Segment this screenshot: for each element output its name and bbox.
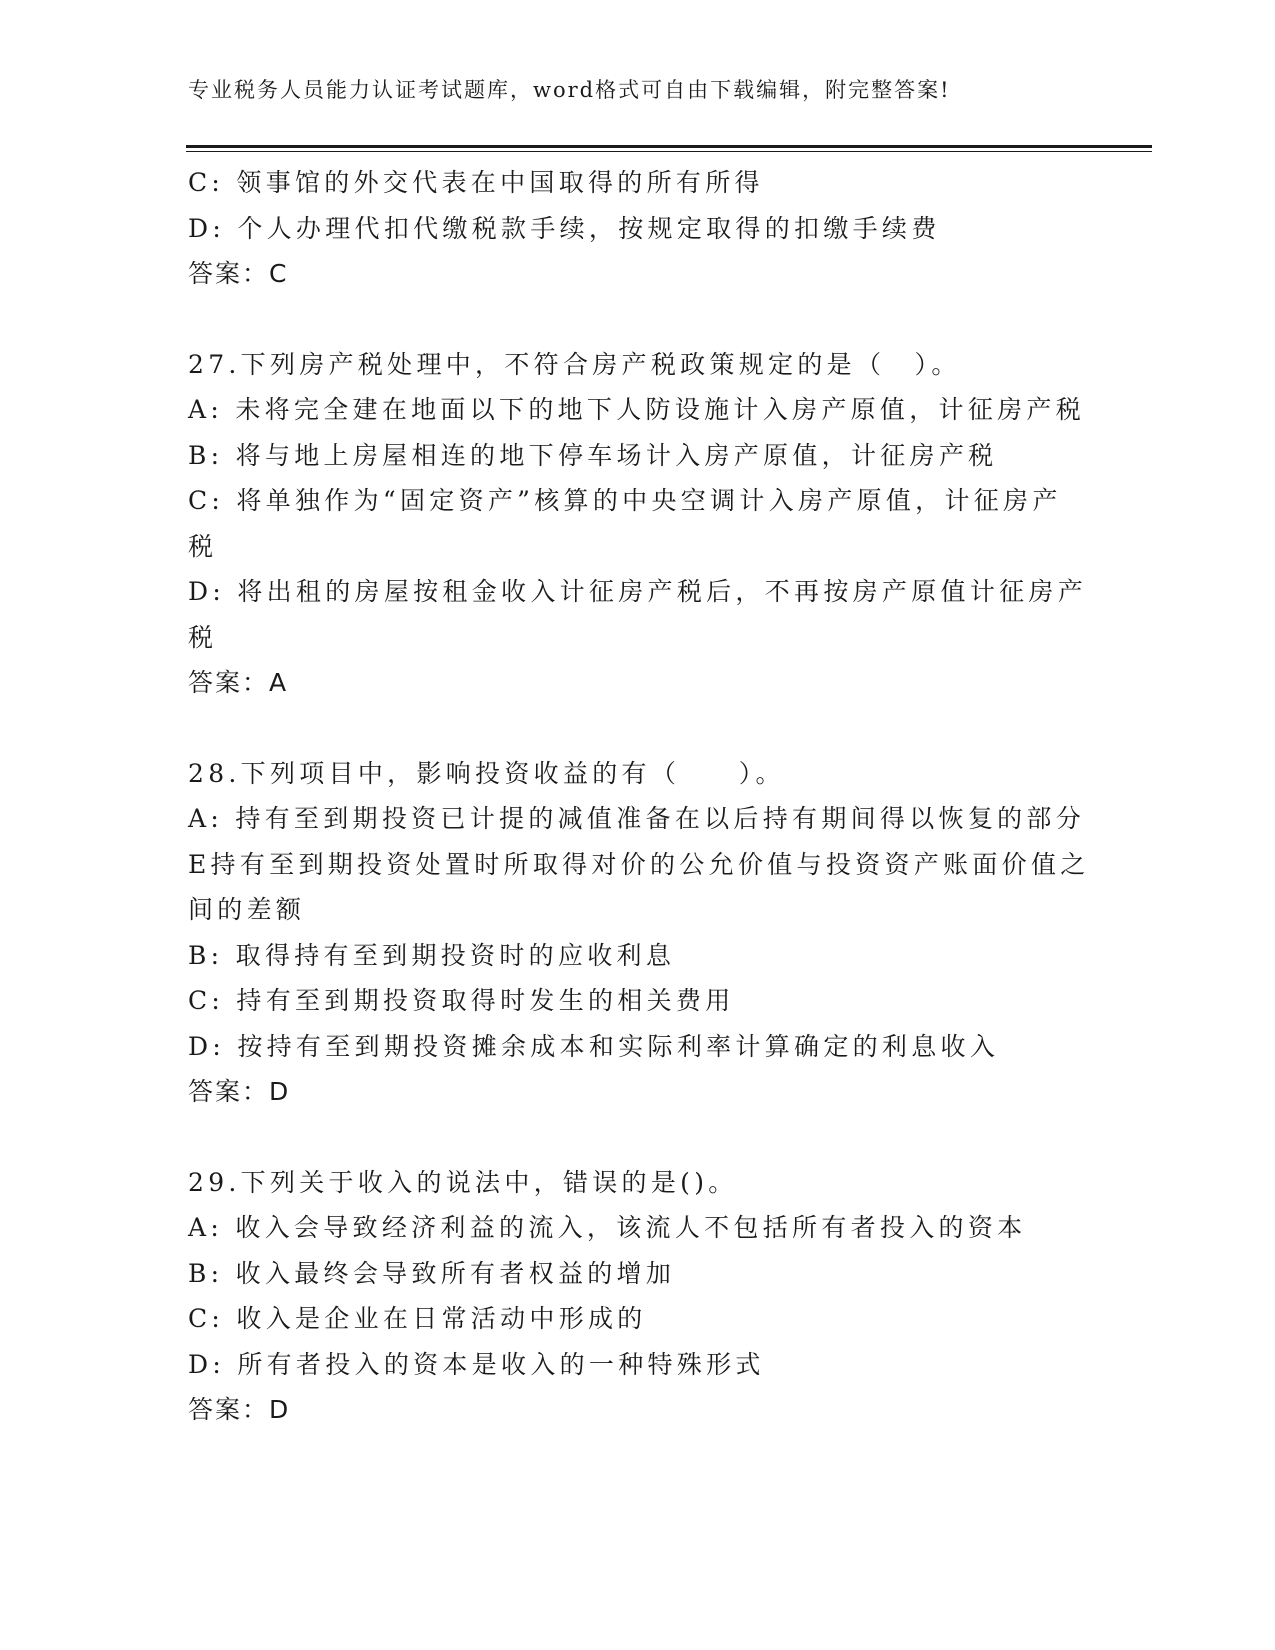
option-e-wrap: 间的差额 [188,895,306,924]
option-d-wrap: 税 [188,622,218,652]
option-c: C: 收入是企业在日常活动中形成的 [188,1304,647,1333]
option-c: C: 将单独作为“固定资产”核算的中央空调计入房产原值，计征房产 [188,486,1062,515]
question-27 [188,342,1088,706]
option-d: D: 所有者投入的资本是收入的一种特殊形式 [188,1349,765,1379]
option-c: C: 持有至到期投资取得时发生的相关费用 [188,986,735,1015]
answer-line: 答案：D [188,1077,291,1106]
option-d: D: 将出租的房屋按租金收入计征房产税后，不再按房产原值计征房产 [188,577,1088,606]
answer-line: 答案：C [188,259,289,288]
spacer [188,706,1088,751]
option-b: B: 取得持有至到期投资时的应收利息 [188,940,676,970]
question-stem: 29.下列关于收入的说法中，错误的是()。 [188,1167,738,1197]
question-stem: 28.下列项目中，影响投资收益的有（ ）。 [188,758,785,788]
answer-line: 答案：A [188,668,289,697]
spacer [188,1115,1088,1160]
answer-line: 答案：D [188,1395,291,1424]
option-a: A: 持有至到期投资已计提的减值准备在以后持有期间得以恢复的部分 [188,804,1086,833]
document-body [188,160,1088,1433]
option-c: C: 领事馆的外交代表在中国取得的所有所得 [188,168,764,197]
option-a: A: 收入会导致经济利益的流入，该流人不包括所有者投入的资本 [188,1213,1027,1242]
option-b: B: 收入最终会导致所有者权益的增加 [188,1258,676,1288]
question-29 [188,1160,1088,1433]
question-26-continued [188,160,1088,297]
option-c-wrap: 税 [188,531,218,561]
option-e: E持有至到期投资处置时所取得对价的公允价值与投资资产账面价值之 [188,849,1090,879]
question-28 [188,751,1088,1115]
spacer [188,297,1088,342]
header-rule-thick [186,145,1152,148]
option-b: B: 将与地上房屋相连的地下停车场计入房产原值，计征房产税 [188,440,998,470]
question-stem: 27.下列房产税处理中，不符合房产税政策规定的是（ ）。 [188,349,961,379]
page-header: 专业税务人员能力认证考试题库，word格式可自由下载编辑，附完整答案! [188,78,951,102]
option-d: D: 按持有至到期投资摊余成本和实际利率计算确定的利息收入 [188,1031,1000,1061]
option-d: D: 个人办理代扣代缴税款手续，按规定取得的扣缴手续费 [188,213,941,243]
option-a: A: 未将完全建在地面以下的地下人防设施计入房产原值，计征房产税 [188,395,1086,424]
header-rule-thin [186,151,1152,152]
